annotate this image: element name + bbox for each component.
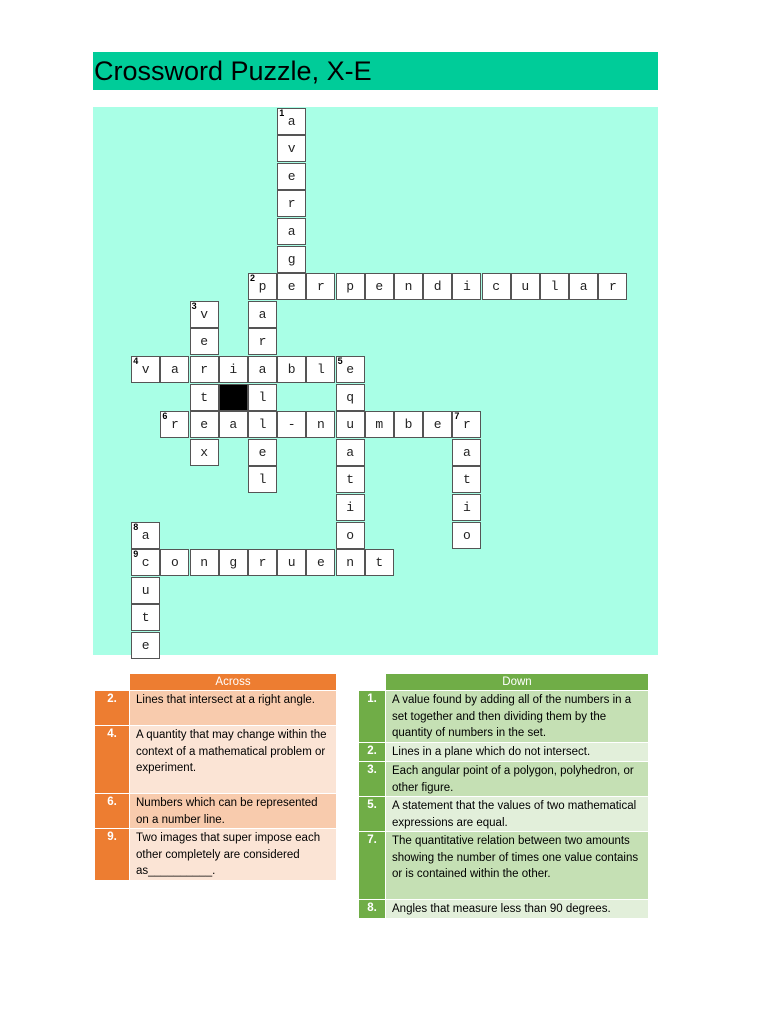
grid-cell[interactable]: [131, 577, 160, 604]
grid-cell[interactable]: [248, 356, 277, 383]
grid-cell[interactable]: [277, 273, 306, 300]
clue-number: 3.: [359, 762, 385, 796]
grid-cell[interactable]: [190, 328, 219, 355]
cell-letter: r: [258, 334, 267, 350]
grid-cell[interactable]: [540, 273, 569, 300]
cell-letter: l: [316, 361, 325, 377]
grid-cell[interactable]: [190, 356, 219, 383]
grid-cell[interactable]: [365, 411, 394, 438]
clue-number: 7: [454, 411, 460, 422]
down-clue-row: [359, 900, 648, 918]
grid-cell[interactable]: [219, 356, 248, 383]
cell-letter: e: [346, 361, 354, 377]
grid-cell[interactable]: [248, 411, 277, 438]
grid-cell[interactable]: [248, 549, 277, 576]
grid-cell[interactable]: [248, 273, 277, 300]
across-clue-row: [95, 829, 336, 880]
grid-cell[interactable]: [482, 273, 511, 300]
cell-letter: t: [200, 389, 208, 405]
grid-cell[interactable]: [336, 494, 365, 521]
grid-cell[interactable]: [248, 384, 277, 411]
cell-letter: g: [287, 251, 296, 267]
cell-letter: a: [141, 527, 150, 543]
clue-text: The quantitative relation between two amounts showing the number of times one value contains or is contained within the other.: [386, 832, 648, 899]
grid-cell[interactable]: [160, 411, 189, 438]
grid-cell[interactable]: [190, 549, 219, 576]
clue-text: Lines in a plane which do not intersect.: [386, 743, 648, 761]
cell-letter: r: [462, 417, 471, 433]
down-header-num-cell: [359, 674, 385, 690]
grid-cell[interactable]: [336, 439, 365, 466]
down-header: Down: [386, 674, 648, 690]
grid-cell[interactable]: [190, 411, 219, 438]
grid-cell[interactable]: [394, 273, 423, 300]
cell-letter: u: [521, 279, 530, 295]
grid-cell[interactable]: [306, 549, 335, 576]
grid-cell[interactable]: [248, 466, 277, 493]
cell-letter: c: [141, 555, 150, 571]
grid-cell[interactable]: [452, 522, 481, 549]
page-title: Crossword Puzzle, X-E: [94, 56, 372, 86]
cell-letter: a: [287, 113, 296, 129]
clue-text: Angles that measure less than 90 degrees.: [386, 900, 648, 918]
cell-letter: q: [346, 389, 354, 405]
grid-cell[interactable]: [452, 411, 481, 438]
cell-letter: e: [287, 168, 296, 184]
cell-letter: a: [170, 361, 179, 377]
cell-letter: l: [258, 417, 267, 433]
cell-letter: d: [433, 279, 442, 295]
grid-cell[interactable]: [277, 218, 306, 245]
clue-number: 9.: [95, 829, 129, 880]
cell-letter: i: [462, 499, 471, 515]
grid-cell[interactable]: [336, 411, 365, 438]
grid-cell[interactable]: [277, 549, 306, 576]
cell-letter: t: [141, 610, 150, 626]
cell-letter: r: [316, 279, 325, 295]
cell-letter: g: [229, 555, 238, 571]
across-header-row: [95, 674, 334, 690]
grid-cell[interactable]: [336, 273, 365, 300]
down-header-row: [359, 674, 648, 690]
cell-letter: l: [550, 279, 559, 295]
grid-cell[interactable]: [306, 273, 335, 300]
cell-letter: -: [287, 417, 296, 433]
cell-letter: e: [141, 637, 150, 653]
cell-letter: n: [346, 555, 354, 571]
cell-letter: v: [200, 306, 208, 322]
cell-letter: e: [200, 417, 208, 433]
grid-cell[interactable]: [131, 604, 160, 631]
grid-cell[interactable]: [277, 411, 306, 438]
grid-cell[interactable]: [277, 108, 306, 135]
grid-cell[interactable]: [306, 356, 335, 383]
cell-letter: a: [579, 279, 588, 295]
down-clue-row: [359, 691, 648, 742]
cell-letter: e: [258, 444, 267, 460]
cell-letter: e: [316, 555, 325, 571]
clue-text: Two images that super impose each other completely are considered as__________.: [130, 829, 336, 880]
grid-cell[interactable]: [452, 439, 481, 466]
grid-cell[interactable]: [219, 411, 248, 438]
grid-cell[interactable]: [336, 466, 365, 493]
cell-letter: o: [346, 527, 354, 543]
clue-number: 1: [279, 107, 285, 118]
cell-letter: r: [287, 196, 296, 212]
grid-cell[interactable]: [248, 301, 277, 328]
across-clue-row: [95, 726, 336, 793]
clue-text: Numbers which can be represented on a number line.: [130, 794, 336, 828]
clue-number: 8.: [359, 900, 385, 918]
grid-cell[interactable]: [190, 301, 219, 328]
clue-text: A quantity that may change within the context of a mathematical problem or experiment.: [130, 726, 336, 793]
grid-cell[interactable]: [336, 356, 365, 383]
grid-cell[interactable]: [336, 522, 365, 549]
cell-letter: e: [375, 279, 384, 295]
clue-number: 4: [133, 355, 139, 366]
cell-letter: v: [287, 141, 296, 157]
across-header-num-cell: [95, 674, 129, 690]
cell-letter: x: [200, 444, 208, 460]
cell-letter: t: [375, 555, 384, 571]
grid-cell[interactable]: [277, 190, 306, 217]
grid-cell[interactable]: [248, 439, 277, 466]
cell-letter: a: [229, 417, 238, 433]
clue-number: 9: [133, 549, 139, 560]
grid-cell[interactable]: [160, 356, 189, 383]
clue-number: 6.: [95, 794, 129, 828]
cell-letter: i: [462, 279, 471, 295]
cell-letter: p: [258, 279, 267, 295]
across-header: Across: [130, 674, 336, 690]
grid-cell[interactable]: [394, 411, 423, 438]
grid-cell[interactable]: [277, 163, 306, 190]
grid-cell[interactable]: [423, 273, 452, 300]
down-clue-row: [359, 762, 648, 796]
down-clue-row: [359, 743, 648, 761]
blocked-cell: [219, 384, 248, 411]
grid-cell[interactable]: [131, 632, 160, 659]
cell-letter: n: [316, 417, 325, 433]
across-clue-row: [95, 794, 336, 828]
cell-letter: i: [346, 499, 354, 515]
cell-letter: e: [433, 417, 442, 433]
clue-text: Each angular point of a polygon, polyhedron, or other figure.: [386, 762, 648, 796]
clue-number: 1.: [359, 691, 385, 742]
grid-cell[interactable]: [365, 273, 394, 300]
grid-cell[interactable]: [277, 356, 306, 383]
cell-letter: a: [462, 444, 471, 460]
cell-letter: v: [141, 361, 150, 377]
grid-cell[interactable]: [160, 549, 189, 576]
cell-letter: u: [346, 417, 354, 433]
grid-cell[interactable]: [452, 466, 481, 493]
cell-letter: t: [462, 472, 471, 488]
grid-cell[interactable]: [452, 273, 481, 300]
title-banner: [93, 52, 658, 90]
clue-number: 2: [250, 273, 256, 284]
grid-cell[interactable]: [219, 549, 248, 576]
grid-cell[interactable]: [569, 273, 598, 300]
cell-letter: l: [258, 472, 267, 488]
cell-letter: p: [346, 279, 354, 295]
cell-letter: b: [404, 417, 413, 433]
down-clue-row: [359, 797, 648, 831]
cell-letter: u: [287, 555, 296, 571]
clue-text: A statement that the values of two mathematical expressions are equal.: [386, 797, 648, 831]
clue-number: 2.: [95, 691, 129, 725]
clue-number: 2.: [359, 743, 385, 761]
clue-text: Lines that intersect at a right angle.: [130, 691, 336, 725]
cell-letter: o: [462, 527, 471, 543]
grid-cell[interactable]: [336, 549, 365, 576]
grid-cell[interactable]: [131, 549, 160, 576]
cell-letter: n: [200, 555, 208, 571]
cell-letter: r: [200, 361, 208, 377]
cell-letter: u: [141, 582, 150, 598]
cell-letter: r: [258, 555, 267, 571]
cell-letter: c: [492, 279, 500, 295]
grid-cell[interactable]: [277, 246, 306, 273]
grid-cell[interactable]: [306, 411, 335, 438]
grid-cell[interactable]: [598, 273, 627, 300]
cell-letter: o: [170, 555, 179, 571]
crossword-grid: [93, 107, 658, 655]
clue-number: 5: [337, 355, 343, 366]
clue-number: 8: [133, 521, 139, 532]
clue-number: 4.: [95, 726, 129, 793]
grid-cell[interactable]: [190, 439, 219, 466]
clue-number: 6: [162, 411, 168, 422]
clue-text: A value found by adding all of the numbers in a set together and then dividing them by the quantity of numbers in the set.: [386, 691, 648, 742]
cell-letter: i: [229, 361, 238, 377]
cell-letter: t: [346, 472, 354, 488]
grid-cell[interactable]: [452, 494, 481, 521]
cell-letter: e: [287, 279, 296, 295]
cell-letter: a: [346, 444, 354, 460]
cell-letter: l: [258, 389, 267, 405]
grid-cell[interactable]: [131, 522, 160, 549]
clue-number: 3: [191, 300, 197, 311]
cell-letter: m: [375, 417, 384, 433]
grid-cell[interactable]: [190, 384, 219, 411]
cell-letter: e: [200, 334, 208, 350]
cell-letter: a: [287, 223, 296, 239]
grid-cell[interactable]: [511, 273, 540, 300]
clue-number: 5.: [359, 797, 385, 831]
cell-letter: b: [287, 361, 296, 377]
grid-cell[interactable]: [365, 549, 394, 576]
grid-cell[interactable]: [423, 411, 452, 438]
grid-cell[interactable]: [336, 384, 365, 411]
across-clue-row: [95, 691, 336, 725]
cell-letter: a: [258, 361, 267, 377]
grid-cell[interactable]: [131, 356, 160, 383]
clue-number: 7.: [359, 832, 385, 899]
grid-cell[interactable]: [277, 135, 306, 162]
cell-letter: n: [404, 279, 413, 295]
cell-letter: a: [258, 306, 267, 322]
grid-cell[interactable]: [248, 328, 277, 355]
down-clue-row: [359, 832, 648, 899]
cell-letter: r: [608, 279, 617, 295]
cell-letter: r: [170, 417, 179, 433]
